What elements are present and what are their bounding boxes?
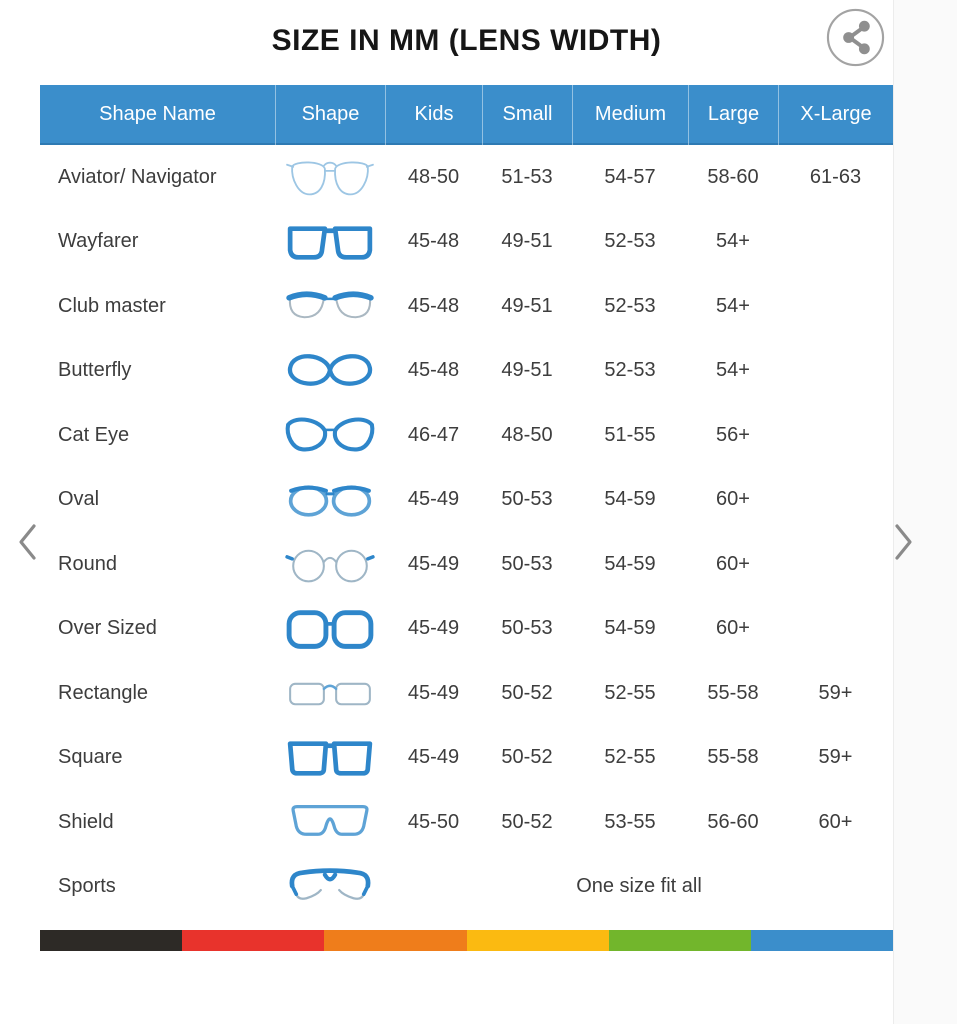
shape-name-label: Rectangle (58, 681, 149, 704)
oval-glasses-icon (275, 474, 385, 526)
size-medium: 52-53 (604, 294, 656, 317)
header-xlarge: X-Large (778, 85, 893, 145)
size-kids: 45-49 (407, 617, 460, 640)
square-glasses-icon (275, 732, 385, 784)
size-medium: 54-59 (604, 488, 656, 511)
size-small: 49-51 (501, 230, 553, 253)
table-row (40, 403, 893, 468)
header-shape: Shape (275, 85, 385, 145)
size-small: 51-53 (501, 165, 553, 188)
size-medium: 52-53 (604, 230, 656, 253)
color-bar-segment (182, 930, 324, 951)
shape-name-label: Shield (58, 810, 114, 833)
header-shape-name: Shape Name (99, 103, 216, 125)
size-small: 50-53 (501, 552, 553, 575)
share-button[interactable] (825, 7, 886, 68)
sports-glasses-icon (275, 861, 385, 913)
size-small: 50-52 (501, 746, 553, 769)
wayfarer-glasses-icon (275, 216, 385, 268)
size-large: 60+ (716, 552, 750, 575)
size-medium: 52-53 (604, 359, 656, 382)
size-kids: 45-49 (407, 746, 460, 769)
size-kids: 45-48 (407, 294, 460, 317)
size-medium: 53-55 (604, 810, 656, 833)
size-large: 60+ (716, 617, 750, 640)
one-size-note: One size fit all (576, 875, 702, 898)
size-medium: 54-59 (604, 617, 656, 640)
title-bar (0, 0, 893, 58)
size-large: 55-58 (707, 746, 759, 769)
size-xlarge: 60+ (818, 810, 853, 833)
size-kids: 45-48 (407, 230, 460, 253)
size-medium: 54-59 (604, 552, 656, 575)
table-row (40, 532, 893, 597)
shape-name-label: Oval (58, 488, 100, 511)
size-large: 54+ (716, 294, 750, 317)
aviator-glasses-icon (275, 151, 385, 203)
carousel-prev-button[interactable] (14, 521, 40, 563)
size-medium: 52-55 (604, 681, 656, 704)
size-small: 50-52 (501, 681, 553, 704)
shape-name-label: Cat Eye (58, 423, 130, 446)
size-small: 50-53 (501, 617, 553, 640)
page-title: SIZE IN MM (LENS WIDTH) (271, 24, 662, 57)
size-large: 54+ (716, 230, 750, 253)
table-row (40, 468, 893, 533)
color-bar-segment (324, 930, 466, 951)
size-kids: 45-49 (407, 552, 460, 575)
size-kids: 45-49 (407, 681, 460, 704)
table-row (40, 661, 893, 726)
color-bar-segment (609, 930, 751, 951)
table-row (40, 726, 893, 791)
shape-name-label: Club master (58, 294, 166, 317)
shape-name-label: Butterfly (58, 359, 132, 382)
header-large: Large (688, 85, 778, 145)
size-large: 56-60 (707, 810, 759, 833)
shape-name-label: Sports (58, 875, 116, 898)
color-bar-segment (751, 930, 893, 951)
oversized-glasses-icon (275, 603, 385, 655)
shape-name-label: Over Sized (58, 617, 157, 640)
size-small: 49-51 (501, 294, 553, 317)
size-small: 50-52 (501, 810, 553, 833)
table-row (40, 339, 893, 404)
size-medium: 51-55 (604, 423, 656, 446)
table-row (40, 790, 893, 855)
size-xlarge: 59+ (818, 681, 853, 704)
butterfly-glasses-icon (275, 345, 385, 397)
table-header-row (40, 85, 893, 145)
chevron-right-icon (891, 521, 917, 563)
size-small: 48-50 (501, 423, 553, 446)
size-kids: 46-47 (407, 423, 460, 446)
size-large: 54+ (716, 359, 750, 382)
clubmaster-glasses-icon (275, 280, 385, 332)
cateye-glasses-icon (275, 409, 385, 461)
header-medium: Medium (572, 85, 688, 145)
shape-name-label: Round (58, 552, 117, 575)
color-bar-segment (40, 930, 182, 951)
size-small: 50-53 (501, 488, 553, 511)
table-row (40, 210, 893, 275)
carousel-next-button[interactable] (891, 521, 917, 563)
table-row (40, 597, 893, 662)
size-kids: 45-50 (407, 810, 460, 833)
shape-name-label: Square (58, 746, 123, 769)
size-large: 60+ (716, 488, 750, 511)
size-medium: 54-57 (604, 165, 656, 188)
size-kids: 45-49 (407, 488, 460, 511)
size-kids: 48-50 (407, 165, 460, 188)
size-large: 55-58 (707, 681, 759, 704)
table-row (40, 274, 893, 339)
header-small: Small (482, 85, 572, 145)
size-xlarge: 61-63 (809, 165, 862, 188)
table-row (40, 145, 893, 210)
size-small: 49-51 (501, 359, 553, 382)
table-row (40, 855, 893, 920)
shape-name-label: Wayfarer (58, 230, 139, 253)
share-icon (825, 7, 886, 68)
brand-color-bar (40, 930, 893, 951)
size-kids: 45-48 (407, 359, 460, 382)
page-edge-strip (893, 0, 957, 1024)
color-bar-segment (467, 930, 609, 951)
rectangle-glasses-icon (275, 667, 385, 719)
size-large: 58-60 (707, 165, 759, 188)
size-medium: 52-55 (604, 746, 656, 769)
round-glasses-icon (275, 538, 385, 590)
shape-name-label: Aviator/ Navigator (58, 165, 217, 188)
chevron-left-icon (14, 521, 40, 563)
size-large: 56+ (716, 423, 750, 446)
size-xlarge: 59+ (818, 746, 853, 769)
header-kids: Kids (385, 85, 482, 145)
size-table (40, 85, 893, 919)
shield-glasses-icon (275, 796, 385, 848)
